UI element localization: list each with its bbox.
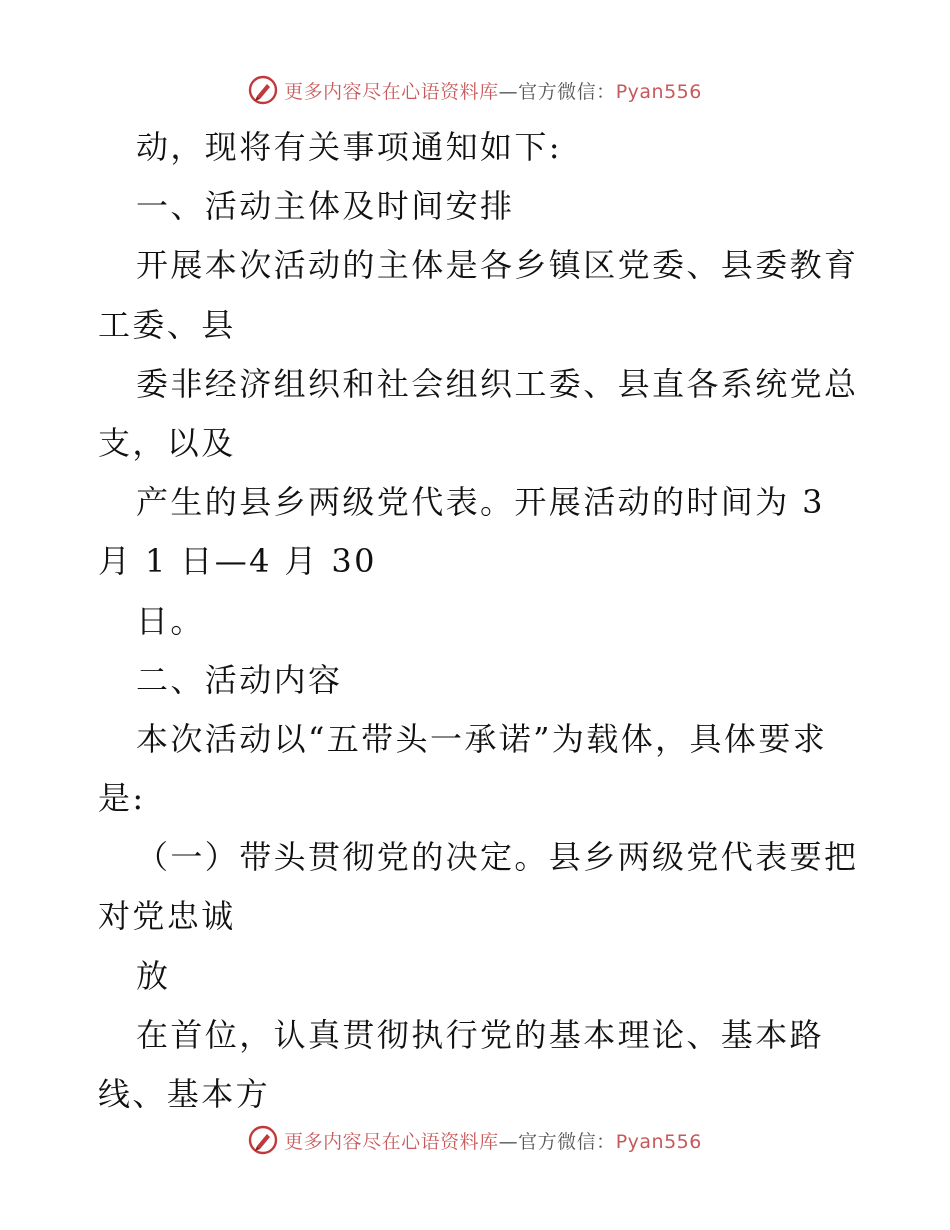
body-line: 委非经济组织和社会组织工委、县直各系统党总: [136, 364, 859, 403]
body-line: 日。: [136, 601, 205, 640]
body-line: 开展本次活动的主体是各乡镇区党委、县委教育: [136, 246, 859, 285]
watermark-text: 更多内容尽在心语资料库—官方微信：Pyan556: [284, 80, 702, 103]
pen-logo-icon: [248, 1125, 278, 1155]
body-line: 对党忠诚: [98, 897, 236, 936]
body-line: 在首位，认真贯彻执行党的基本理论、基本路: [136, 1015, 825, 1054]
body-line: 放: [136, 956, 171, 995]
body-line: 动，现将有关事项通知如下:: [136, 128, 562, 166]
document-body: [98, 118, 858, 1124]
body-line: 工委、县: [98, 305, 236, 344]
body-line: 线、基本方: [98, 1075, 271, 1113]
pen-logo-icon: [248, 75, 278, 105]
footer-watermark: [0, 1120, 950, 1160]
section-heading: 一、活动主体及时间安排: [136, 187, 515, 226]
body-line: 产生的县乡两级党代表。开展活动的时间为 3: [136, 483, 825, 522]
body-line: 是:: [98, 779, 146, 818]
section-heading: 二、活动内容: [136, 660, 343, 699]
watermark-text: 更多内容尽在心语资料库—官方微信：Pyan556: [284, 1130, 702, 1153]
body-line: （一）带头贯彻党的决定。县乡两级党代表要把: [136, 838, 859, 877]
header-watermark: [0, 70, 950, 110]
body-line: 支，以及: [98, 423, 236, 462]
body-line: 本次活动以“五带头一承诺”为载体，具体要求: [136, 719, 828, 758]
body-line: 月 1 日—4 月 30: [98, 542, 377, 581]
